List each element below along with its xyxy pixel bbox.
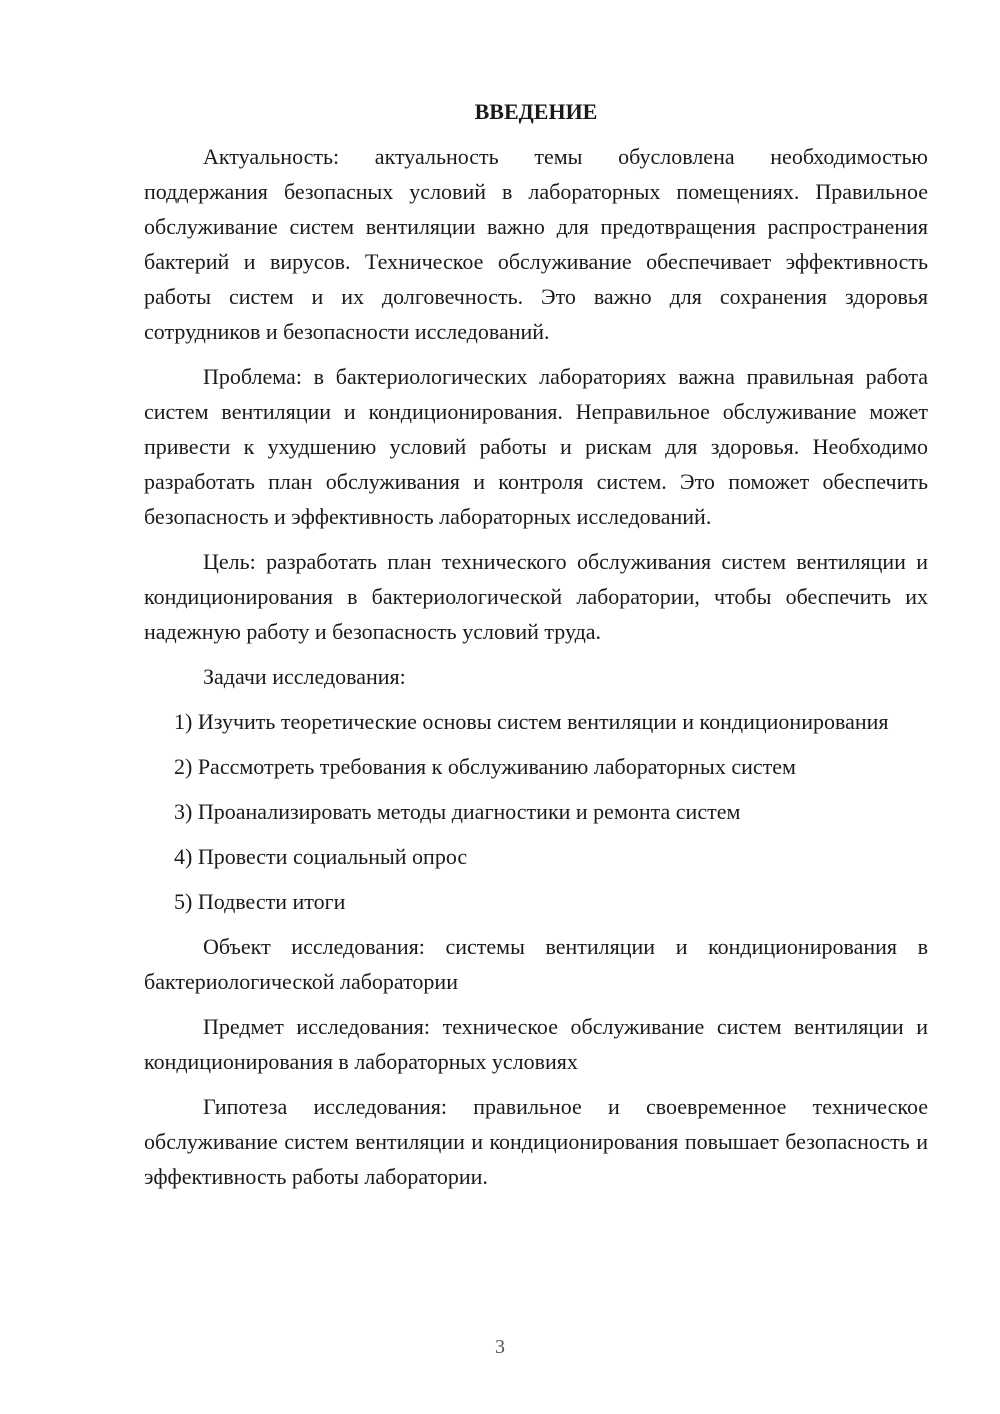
- object-paragraph: Объект исследования: системы вентиляции и кондиционирования в бактериологической лаборатории: [144, 934, 928, 994]
- relevance-paragraph: Актуальность: актуальность темы обусловлена необходимостью поддержания безопасных условий в лабораторных помещениях. Правильное обслуживание систем вентиляции важно для предотвращения распространения бактерий и вирусов. Техническое обслуживание обеспечивает эффективность работы систем и их долговечность. Это важно для сохранения здоровья сотрудников и безопасности исследований.: [144, 144, 928, 344]
- subject-paragraph: Предмет исследования: техническое обслуживание систем вентиляции и кондиционирования в лабораторных условиях: [144, 1014, 928, 1074]
- goal-paragraph: Цель: разработать план технического обслуживания систем вентиляции и кондиционирования в бактериологической лаборатории, чтобы обеспечить их надежную работу и безопасность условий труда.: [144, 549, 928, 644]
- section-title: ВВЕДЕНИЕ: [474, 99, 598, 124]
- page-number: 3: [495, 1336, 505, 1358]
- problem-paragraph: Проблема: в бактериологических лабораториях важна правильная работа систем вентиляции и кондиционирования. Неправильное обслуживание может привести к ухудшению условий работы и рискам для здоровья. Необходимо разработать план обслуживания и контроля систем. Это поможет обеспечить безопасность и эффективность лабораторных исследований.: [144, 364, 928, 529]
- task-item: 2) Рассмотреть требования к обслуживанию лабораторных систем: [174, 754, 796, 779]
- hypothesis-paragraph: Гипотеза исследования: правильное и своевременное техническое обслуживание систем вентиляции и кондиционирования повышает безопасность и эффективность работы лаборатории.: [144, 1094, 928, 1189]
- task-item: 5) Подвести итоги: [174, 889, 346, 914]
- task-item: 1) Изучить теоретические основы систем вентиляции и кондиционирования: [174, 709, 889, 734]
- task-item: 3) Проанализировать методы диагностики и ремонта систем: [174, 799, 741, 824]
- task-item: 4) Провести социальный опрос: [174, 844, 468, 869]
- page-content: [144, 94, 928, 1204]
- tasks-heading: Задачи исследования:: [203, 664, 406, 689]
